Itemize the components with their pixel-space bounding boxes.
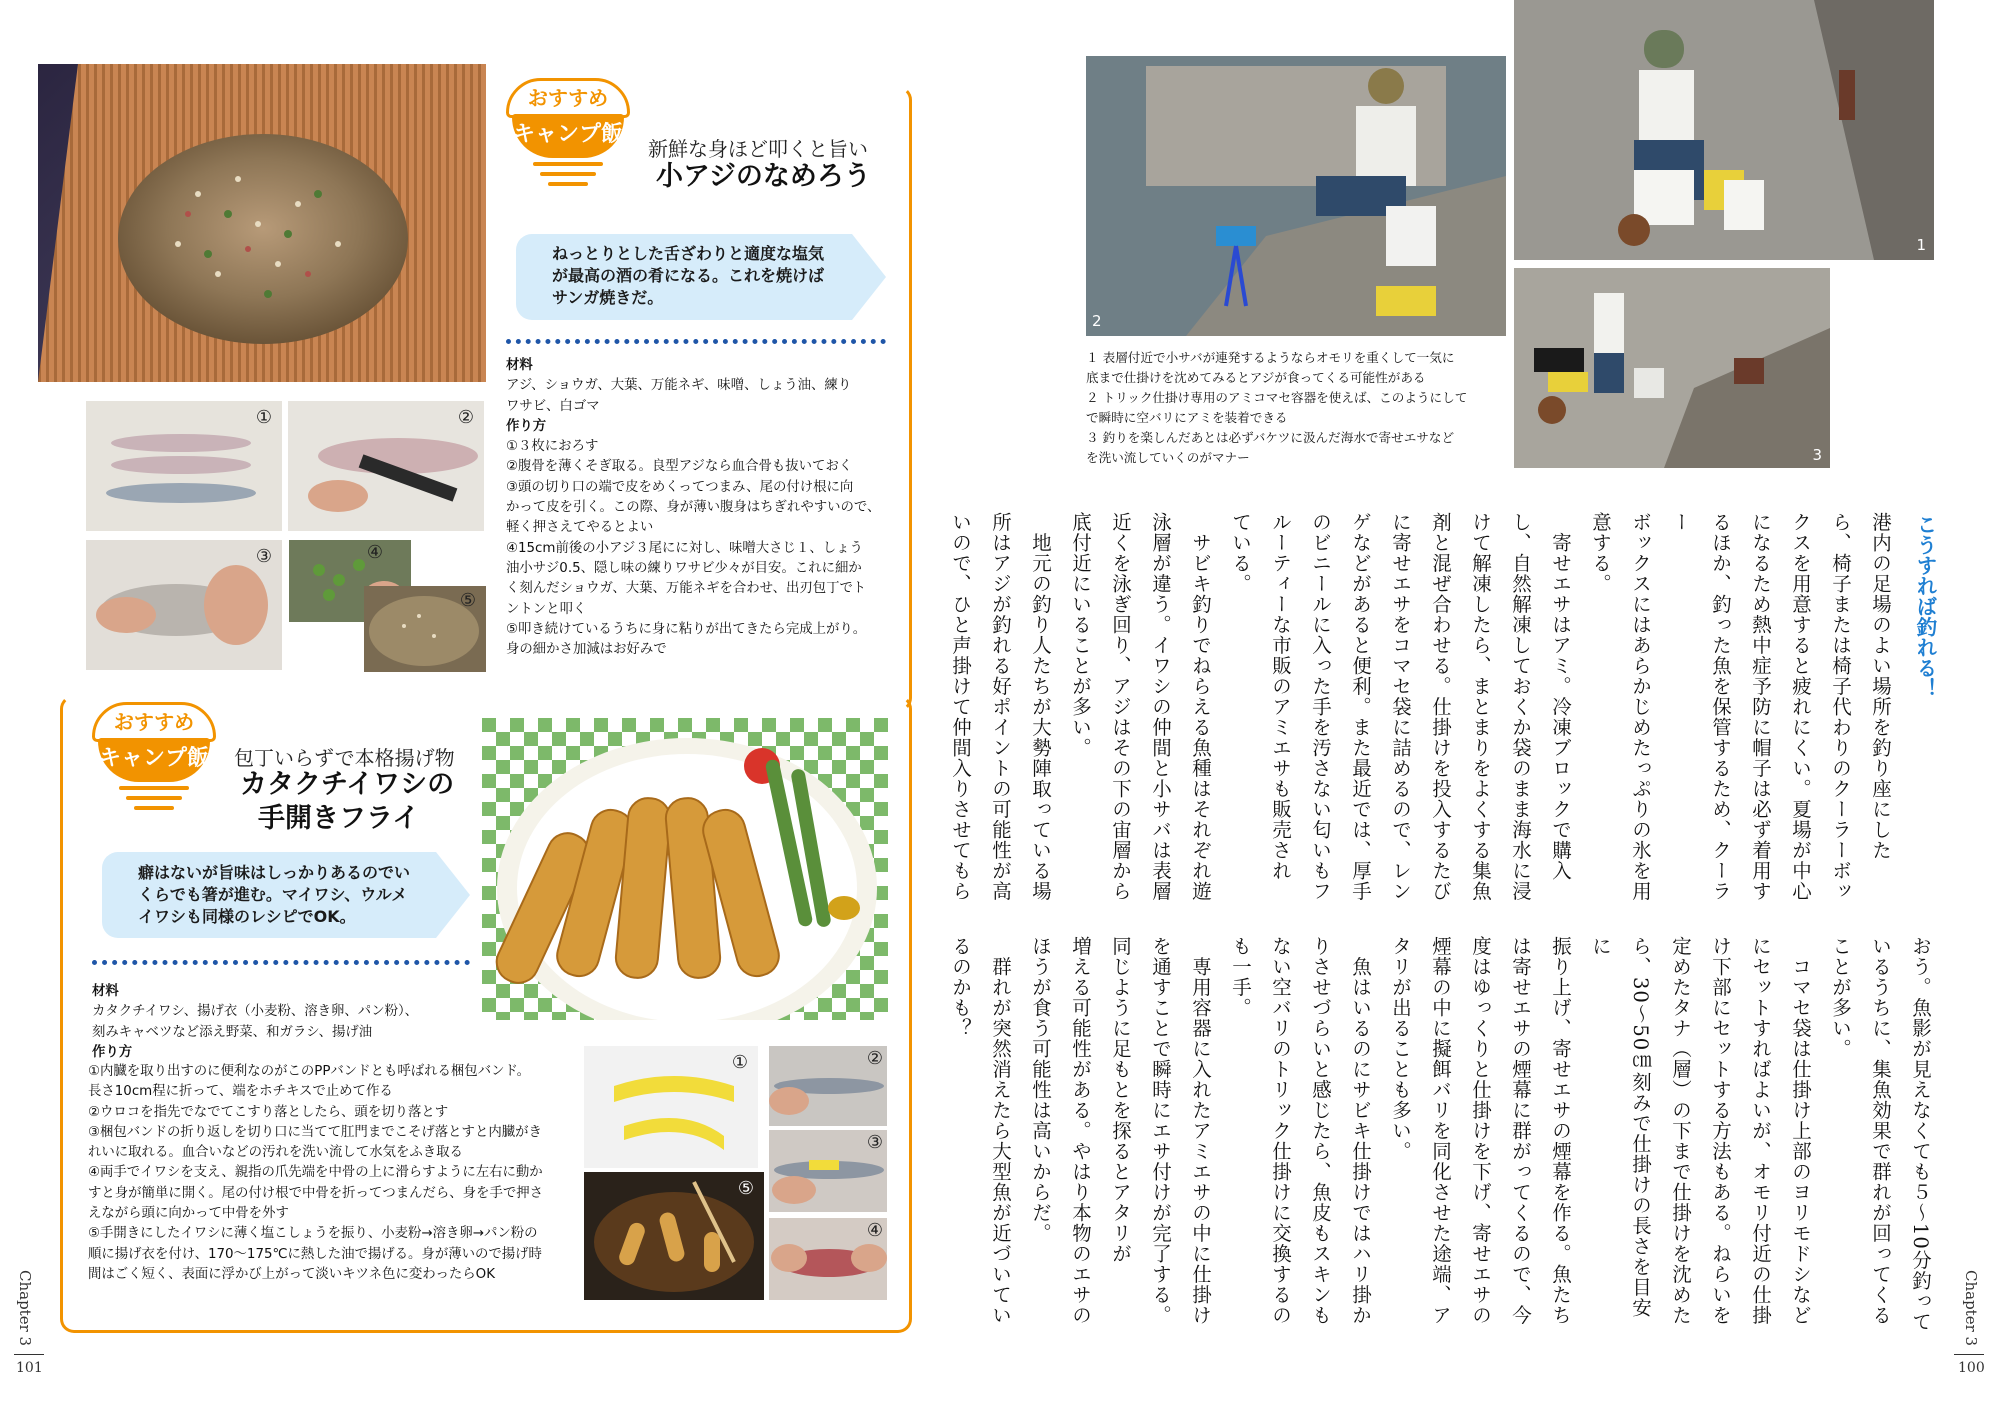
badge-top-text: おすすめ bbox=[506, 78, 630, 118]
left-folio-rule bbox=[14, 1354, 44, 1355]
recipe1-subtitle: 新鮮な身ほど叩くと旨い bbox=[648, 137, 868, 161]
fishing-photo-3 bbox=[1514, 268, 1830, 468]
recipe1-divider bbox=[506, 339, 886, 344]
right-page-number: 100 bbox=[1958, 1360, 1985, 1376]
recipe2-title: カタクチイワシの 手開きフライ bbox=[240, 769, 455, 834]
osusume-badge-2 bbox=[92, 702, 216, 820]
photo-label-3: 3 bbox=[1812, 446, 1822, 464]
osusume-badge bbox=[506, 78, 630, 196]
right-folio-rule bbox=[1954, 1354, 1984, 1355]
recipe2-step-photo-1: ① bbox=[584, 1046, 758, 1168]
recipe1-callout-arrow bbox=[852, 234, 886, 320]
photo-label-2: 2 bbox=[1092, 312, 1102, 330]
recipe1-step-photo-3: ③ bbox=[86, 540, 282, 670]
recipe1-step-photo-1: ① bbox=[86, 401, 282, 531]
recipe1-title: 小アジのなめろう bbox=[656, 161, 871, 192]
article-upper-text: 港内の足場のよい場所を釣り座にした ら、椅子または椅子代わりのクーラーボッ クスを用意すると疲れにくい。夏場が中心 になるため熱中症予防に帽子は必ず着用す るほか、釣った魚を保管するため、クーラー ボックスにはあらかじめたっぷりの氷を用 意する。 寄せエサはアミ。冷凍ブロックで購入 し、自然解凍しておくか袋のまま海水に浸 けて解凍したら、まとまりをよくする集魚 剤と混ぜ合わせる。仕掛けを投入するたび に寄せエサをコマセ袋に詰めるので、レン ゲなどがあると便利。また最近では、厚手 のビニールに入った手を汚さない匂いもフ ルーティーな市販のアミエサも販売され ている。 サビキ釣りでねらえる魚種はそれぞれ遊 泳層が違う。イワシの仲間と小サバは表層 近くを泳ぎ回り、アジはその下の宙層から 底付近にいることが多い。 地元の釣り人たちが大勢陣取っている場 所はアジが釣れる好ポイントの可能性が高 いので、ひと声掛けて仲間入りさせてもら bbox=[949, 512, 1892, 902]
recipe2-step-photo-2: ② bbox=[769, 1046, 887, 1126]
nameroh-photo bbox=[38, 64, 486, 382]
recipe2-divider bbox=[92, 960, 470, 965]
right-chapter-label: Chapter 3 bbox=[1962, 1270, 1980, 1347]
recipe1-step-photo-4: ④ bbox=[289, 540, 411, 622]
recipe2-subtitle: 包丁いらずで本格揚げ物 bbox=[234, 746, 455, 770]
badge-bottom-text: キャンプ飯 bbox=[512, 114, 624, 158]
fishing-photo-1 bbox=[1514, 0, 1934, 260]
badge-lines bbox=[116, 786, 192, 816]
article-lower-text: おう。魚影が見えなくても５〜10分釣って いるうちに、集魚効果で群れが回ってくる ことが多い。 コマセ袋は仕掛け上部のヨリモドシなど にセットすればよいが、オモリ付近の仕掛 け下部にセットする方法もある。ねらいを 定めたタナ（層）の下まで仕掛けを沈めた ら、30〜50㎝刻みで仕掛けの長さを目安に 振り上げ、寄せエサの煙幕を作る。魚たち は寄せエサの煙幕に群がってくるので、今 度はゆっくりと仕掛けを下げ、寄せエサの 煙幕の中に擬餌バリを同化させた途端、ア タリが出ることも多い。 魚はいるのにサビキ仕掛けではハリ掛か りさせづらいと感じたら、魚皮もスキンも ない空バリのトリック仕掛けに交換するの も一手。 専用容器に入れたアミエサの中に仕掛け を通すことで瞬時にエサ付けが完了する。 同じように足もとを探るとアタリが 増える可能性がある。やはり本物のエサの ほうが食う可能性は高いからだ。 群れが突然消えたら大型魚が近づいてい るのかも？ bbox=[949, 936, 1932, 1332]
recipe1-callout-text: ねっとりとした舌ざわりと適度な塩気 が最高の酒の肴になる。これを焼けば サンガ焼きだ。 bbox=[552, 244, 825, 307]
photo-label-1: 1 bbox=[1916, 236, 1926, 254]
recipe1-body: 材料 アジ、ショウガ、大葉、万能ネギ、味噌、しょう油、練り ワサビ、白ゴマ 作り方 ①３枚におろす ②腹骨を薄くそぎ取る。良型アジなら血合骨も抜いておく ③頭の切り口の端で皮をめくってつまみ、尾の付け根に向 かって皮を引く。この際、身が薄い腹身はちぎれやすいので、 軽く押さえてやるとよい ④15cm前後の小アジ３尾にに対し、味噌大さじ１、しょう 油小サジ0.5、隠し味の練りワサビ少々が目安。これに細か く刻んだショウガ、大葉、万能ネギを合わせ、出刃包丁でト ントンと叩く ⑤叩き続けているうちに身に粘りが出てきたら完成上がり。 身の細かさ加減はお好みで bbox=[506, 358, 881, 658]
fried-sardine-photo bbox=[482, 718, 888, 1020]
recipe2-step-photo-3: ③ bbox=[769, 1130, 887, 1212]
badge-bottom-text: キャンプ飯 bbox=[98, 738, 210, 782]
recipe2-callout-arrow bbox=[436, 852, 470, 938]
recipe2-steps: ①内臓を取り出すのに便利なのがこのPPバンドとも呼ばれる梱包バンド。 長さ10cm程に折って、端をホチキスで止めて作る ②ウロコを指先でなでてこすり落としたら、頭を切り落とす ③梱包バンドの折り返しを切り口に当てて肛門までこそげ落とすと内臓がき れいに取れる。血合いなどの汚れを洗い流して水気をふき取る ④両手でイワシを支え、親指の爪先端を中骨の上に滑らすように左右に動か すと身が簡単に開く。尾の付け根で中骨を折ってつまんだら、身を手で押さ えながら頭に向かって中骨を外す ⑤手開きにしたイワシに薄く塩こしょうを振り、小麦粉→溶き卵→パン粉の 順に揚げ衣を付け、170〜175℃に熱した油で揚げる。身が薄いので揚げ時 間はごく短く、表面に浮かび上がって淡いキツネ色に変わったらOK bbox=[88, 1064, 544, 1282]
recipe2-materials: 材料 カタクチイワシ、揚げ衣（小麦粉、溶き卵、パン粉）、 刻みキャベツなど添え野菜、和ガラシ、揚げ油 作り方 bbox=[92, 984, 419, 1060]
article-heading: こうすれば釣れる！ bbox=[1913, 514, 1937, 699]
recipe2-step-photo-4: ④ bbox=[769, 1218, 887, 1300]
photo-captions: １ 表層付近で小サバが連発するようならオモリを重くして一気に 底まで仕掛けを沈めてみるとアジが食ってくる可能性がある ２ トリック仕掛け専用のアミコマセ容器を使えば、このようにして で瞬時に空バリにアミを装着できる ３ 釣りを楽しんだあとは必ずバケツに汲んだ海水で寄せエサなど を洗い流していくのがマナー bbox=[1086, 350, 1468, 465]
left-page-number: 101 bbox=[16, 1360, 43, 1376]
left-chapter-label: Chapter 3 bbox=[16, 1270, 34, 1347]
recipe2-callout-text: 癖はないが旨味はしっかりあるのでい くらでも箸が進む。マイワシ、ウルメ イワシも同様のレシピでOK。 bbox=[138, 863, 411, 926]
recipe1-step-photo-2: ② bbox=[288, 401, 484, 531]
badge-top-text: おすすめ bbox=[92, 702, 216, 742]
fishing-photo-2 bbox=[1086, 56, 1506, 336]
recipe2-step-photo-5: ⑤ bbox=[584, 1172, 764, 1300]
badge-lines bbox=[530, 162, 606, 192]
recipe1-step-photo-5: ⑤ bbox=[364, 586, 486, 672]
